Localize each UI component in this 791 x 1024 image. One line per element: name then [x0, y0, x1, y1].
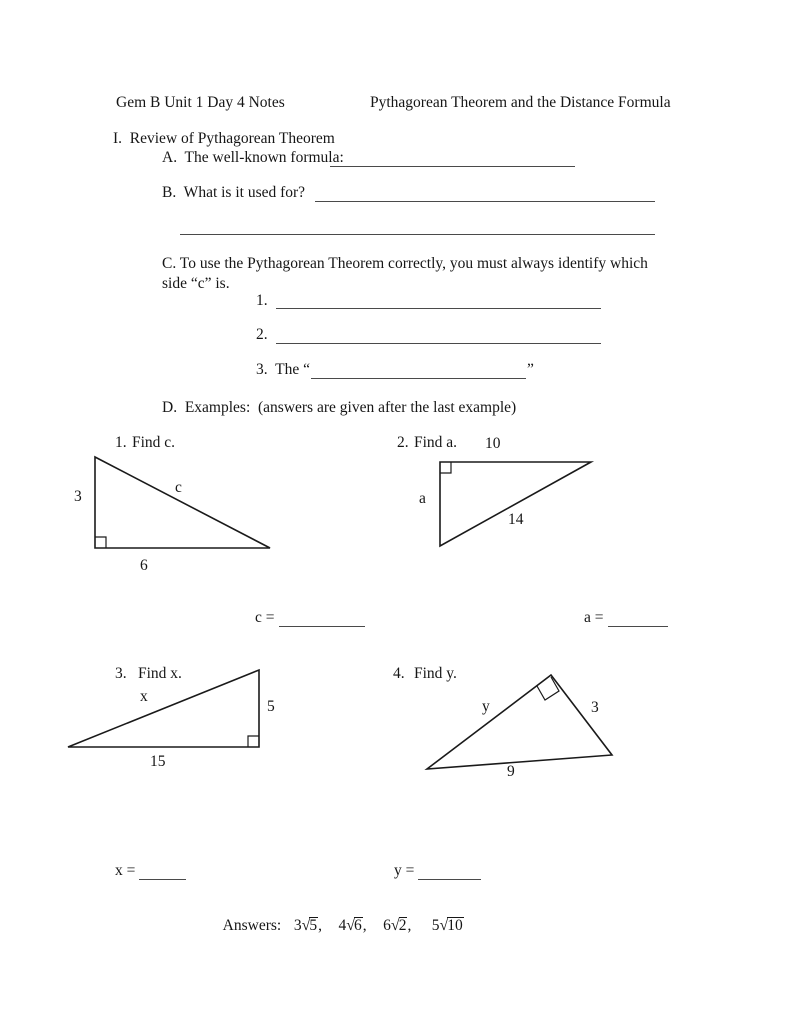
section-heading-review: I. Review of Pythagorean Theorem	[113, 130, 335, 147]
problem-3-label-vertical: 5	[267, 698, 275, 715]
problem-4-prompt: Find y.	[414, 665, 457, 682]
answer-value-3	[382, 917, 407, 935]
problem-4-label-bottom: 9	[507, 763, 515, 780]
answers-spacer-3	[367, 917, 383, 934]
item-b-label: B. What is it used for?	[162, 184, 306, 201]
answer-4-coefficient: 5	[431, 917, 440, 934]
header-left-title: Gem B Unit 1 Day 4 Notes	[116, 94, 285, 111]
problem-4-triangle-outline	[427, 675, 612, 769]
answer-1-separator: ,	[318, 917, 322, 934]
problem-3-number: 3.	[115, 665, 127, 682]
problem-2-triangle-outline	[440, 462, 591, 546]
item-a-blank[interactable]	[330, 166, 575, 167]
item-c2-number: 2.	[256, 326, 268, 343]
answer-2-separator: ,	[362, 917, 367, 934]
problem-4-answer-prefix: y =	[394, 862, 415, 879]
item-a-label: A. The well-known formula:	[162, 149, 344, 166]
problem-3-label-hypotenuse: x	[140, 688, 148, 705]
problem-3-answer-blank[interactable]	[139, 879, 186, 880]
item-c3-close-quote: ”	[527, 361, 534, 378]
problem-2-answer-blank[interactable]	[608, 626, 668, 627]
problem-1-answer-blank[interactable]	[279, 626, 365, 627]
problem-2-right-angle-marker	[440, 462, 451, 473]
answer-value-2	[338, 917, 363, 935]
answer-2-radicand: 6	[354, 917, 362, 934]
problem-1-label-horizontal: 6	[140, 557, 148, 574]
problem-1-triangle-outline	[95, 457, 270, 548]
answer-3-separator: ,	[407, 917, 412, 934]
answer-4-radicand: 10	[447, 917, 463, 934]
problem-1-right-angle-marker	[95, 537, 106, 548]
problem-3-prompt: Find x.	[138, 665, 182, 682]
problem-1-prompt: Find c.	[132, 434, 176, 451]
radical-sign-icon: √	[390, 917, 400, 934]
problem-1-label-vertical: 3	[74, 488, 82, 505]
problem-3-answer-prefix: x =	[115, 862, 136, 879]
radical-sign-icon: √	[301, 917, 311, 934]
answers-spacer-4	[411, 917, 430, 934]
problem-2-label-vertical: a	[419, 490, 426, 507]
problem-4-label-left: y	[482, 698, 490, 715]
header-right-title: Pythagorean Theorem and the Distance Formula	[370, 94, 671, 111]
item-c1-blank[interactable]	[276, 308, 601, 309]
problem-3-label-base: 15	[150, 753, 166, 770]
item-c1-number: 1.	[256, 292, 268, 309]
answers-spacer-1	[281, 917, 293, 934]
problem-2-answer-prefix: a =	[584, 609, 604, 626]
problem-4-number: 4.	[393, 665, 405, 682]
answer-1-radicand: 5	[309, 917, 318, 934]
answers-spacer-2	[322, 917, 338, 934]
problem-4-right-angle-marker	[537, 677, 559, 700]
problem-1-label-hypotenuse: c	[175, 479, 182, 496]
item-c-label: C. To use the Pythagorean Theorem correctly, you must always identify which side “c” is.	[162, 255, 648, 292]
item-d-examples-label: D. Examples: (answers are given after the last example)	[162, 399, 517, 416]
answer-2-coefficient: 4	[338, 917, 347, 934]
answer-3-coefficient: 6	[383, 917, 391, 934]
problem-3-right-angle-marker	[248, 736, 259, 747]
answer-value-1	[293, 917, 318, 935]
item-b-blank-line2[interactable]	[180, 234, 655, 235]
item-b-blank-line1[interactable]	[315, 201, 655, 202]
problem-4-answer-blank[interactable]	[418, 879, 481, 880]
problem-1-answer-prefix: c =	[255, 609, 275, 626]
item-c3-text: 3. The “	[256, 361, 310, 378]
problem-2-label-hypotenuse: 14	[508, 511, 524, 528]
answers-label: Answers:	[222, 917, 282, 934]
problem-1-number: 1.	[115, 434, 127, 451]
problem-2-label-top: 10	[485, 435, 501, 452]
item-c3-blank[interactable]	[311, 378, 526, 379]
answer-3-radicand: 2	[398, 917, 407, 934]
problem-2-prompt: Find a.	[414, 434, 458, 451]
problem-2-number: 2.	[397, 434, 409, 451]
answer-value-4	[431, 917, 464, 935]
item-c2-blank[interactable]	[276, 343, 601, 344]
problem-4-label-right: 3	[591, 699, 599, 716]
radical-sign-icon: √	[439, 917, 449, 934]
answers-row	[208, 899, 464, 953]
radical-sign-icon: √	[346, 917, 356, 934]
answer-1-coefficient: 3	[293, 917, 302, 934]
